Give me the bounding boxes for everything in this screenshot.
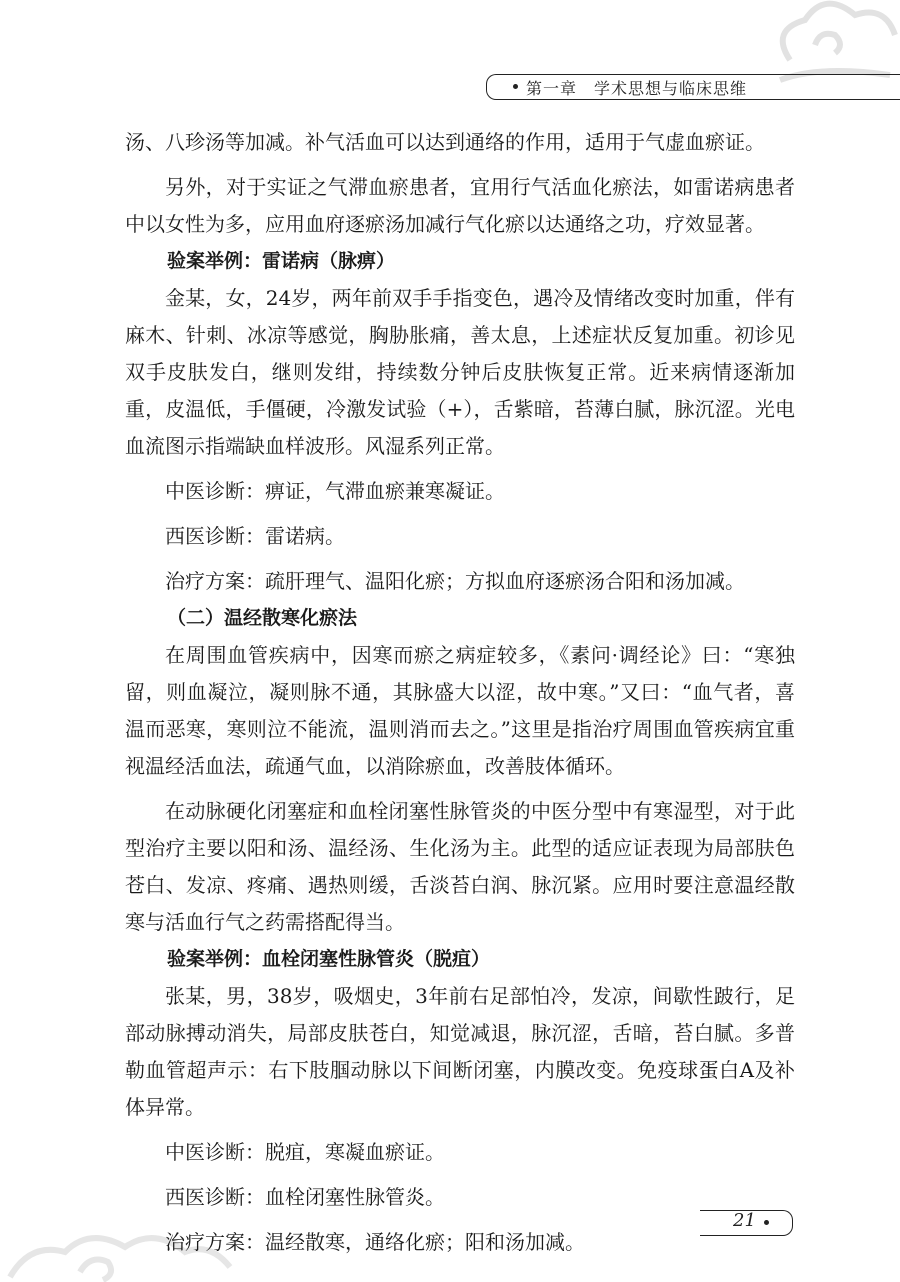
running-header-title: 第一章 学术思想与临床思维 [526,79,748,98]
paragraph-raynaud-method: 另外，对于实证之气滞血瘀患者，宜用行气活血化瘀法，如雷诺病患者中以女性为多，应用血府逐瘀汤加减行气化瘀以达通络之功，疗效显著。 [125,175,795,236]
paragraph-case-zhang: 张某，男，38岁，吸烟史，3年前右足部怕冷，发凉，间歇性跛行，足部动脉搏动消失，局部皮肤苍白，知觉减退，脉沉涩，舌暗，苔白腻。多普勒血管超声示：右下肢腘动脉以下间断闭塞，内膜改变。免疫球蛋白A及补体异常。 [125,984,795,1119]
tcm-diagnosis-2: 中医诊断：脱疽，寒凝血瘀证。 [165,1140,445,1164]
western-diagnosis-1: 西医诊断：雷诺病。 [165,524,345,548]
western-diagnosis-2: 西医诊断：血栓闭塞性脉管炎。 [165,1185,445,1209]
tcm-diagnosis-1: 中医诊断：痹证，气滞血瘀兼寒凝证。 [165,479,505,503]
header-bullet-icon [513,84,518,89]
section-heading-warming-method: （二）温经散寒化瘀法 [167,607,358,629]
footer-bullet-icon [764,1220,769,1225]
paragraph-cold-damp-type: 在动脉硬化闭塞症和血栓闭塞性脉管炎的中医分型中有寒湿型，对于此型治疗主要以阳和汤、温经汤、生化汤为主。此型的适应证表现为局部肤色苍白、发凉、疼痛、遇热则缓，舌淡苔白润、脉沉紧。应用时要注意温经散寒与活血行气之药需搭配得当。 [125,799,795,934]
page-number: 21 [733,1210,756,1231]
case-heading-raynaud: 验案举例：雷诺病（脉痹） [167,250,396,272]
paragraph-continuation: 汤、八珍汤等加减。补气活血可以达到通络的作用，适用于气虚血瘀证。 [125,130,765,154]
case-heading-thromboangiitis: 验案举例：血栓闭塞性脉管炎（脱疽） [167,948,491,970]
paragraph-case-jin: 金某，女，24岁，两年前双手手指变色，遇冷及情绪改变时加重，伴有麻木、针刺、冰凉等感觉，胸胁胀痛，善太息，上述症状反复加重。初诊见双手皮肤发白，继则发绀，持续数分钟后皮肤恢复正常。近来病情逐渐加重，皮温低，手僵硬，冷激发试验（+），舌紫暗，苔薄白腻，脉沉涩。光电血流图示指端缺血样波形。风湿系列正常。 [125,286,795,458]
treatment-plan-2: 治疗方案：温经散寒，通络化瘀；阳和汤加减。 [165,1230,585,1254]
paragraph-suwen-quote: 在周围血管疾病中，因寒而瘀之病症较多，《素问·调经论》曰：“寒独留，则血凝泣，凝则脉不通，其脉盛大以涩，故中寒。”又曰：“血气者，喜温而恶寒，寒则泣不能流，温则消而去之。”这里是指治疗周围血管疾病宜重视温经活血法，疏通气血，以消除瘀血，改善肢体循环。 [125,643,795,778]
treatment-plan-1: 治疗方案：疏肝理气、温阳化瘀；方拟血府逐瘀汤合阳和汤加减。 [165,569,745,593]
page-body [125,124,795,1261]
